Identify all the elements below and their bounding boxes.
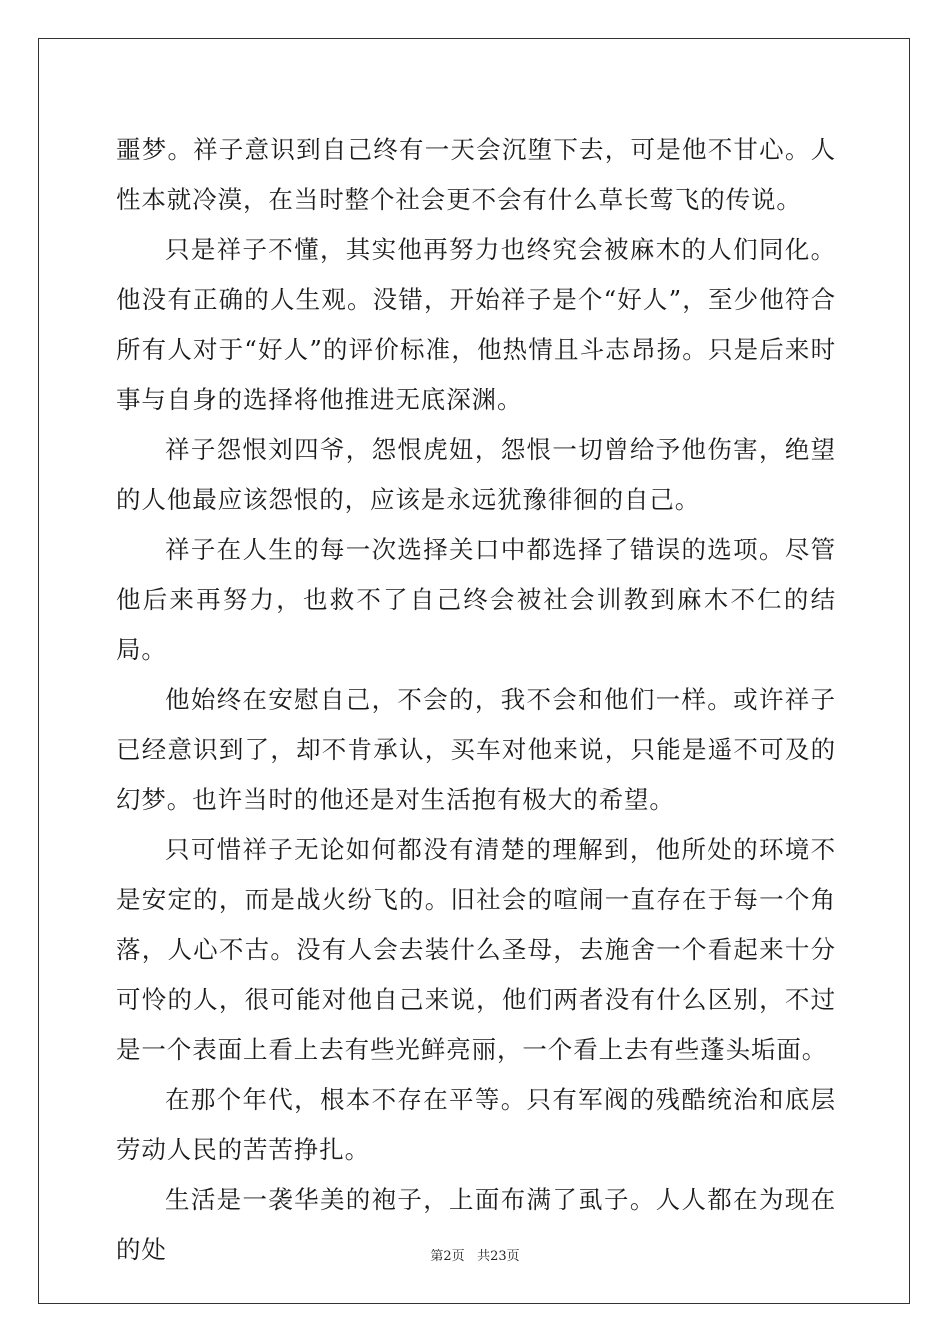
total-pages-label: 共23页: [477, 1249, 520, 1264]
document-body: [116, 125, 836, 1275]
current-page-label: 第2页: [430, 1249, 465, 1264]
paragraph-4: 祥子在人生的每一次选择关口中都选择了错误的选项。尽管他后来再努力，也救不了自己终会被社会训教到麻木不仁的结局。: [116, 535, 836, 664]
page-footer: [0, 1245, 950, 1264]
paragraph-6: 只可惜祥子无论如何都没有清楚的理解到，他所处的环境不是安定的，而是战火纷飞的。旧社会的喧闹一直存在于每一个角落，人心不古。没有人会去装什么圣母，去施舍一个看起来十分可怜的人，很可能对他自己来说，他们两者没有什么区别，不过是一个表面上看上去有些光鲜亮丽，一个看上去有些蓬头垢面。: [116, 835, 836, 1064]
paragraph-8: 生活是一袭华美的袍子，上面布满了虱子。人人都在为现在的处: [116, 1185, 836, 1264]
paragraph-7: 在那个年代，根本不存在平等。只有军阀的残酷统治和底层劳动人民的苦苦挣扎。: [116, 1085, 836, 1164]
paragraph-3: 祥子怨恨刘四爷，怨恨虎妞，怨恨一切曾给予他伤害，绝望的人他最应该怨恨的，应该是永远犹豫徘徊的自己。: [116, 435, 836, 514]
footer-spacer: [465, 1249, 477, 1264]
paragraph-1: 噩梦。祥子意识到自己终有一天会沉堕下去，可是他不甘心。人性本就冷漠，在当时整个社会更不会有什么草长莺飞的传说。: [116, 135, 836, 214]
paragraph-2: 只是祥子不懂，其实他再努力也终究会被麻木的人们同化。他没有正确的人生观。没错，开始祥子是个“好人”，至少他符合所有人对于“好人”的评价标准，他热情且斗志昂扬。只是后来时事与自身的选择将他推进无底深渊。: [116, 235, 836, 414]
paragraph-5: 他始终在安慰自己，不会的，我不会和他们一样。或许祥子已经意识到了，却不肯承认，买车对他来说，只能是遥不可及的幻梦。也许当时的他还是对生活抱有极大的希望。: [116, 685, 836, 814]
